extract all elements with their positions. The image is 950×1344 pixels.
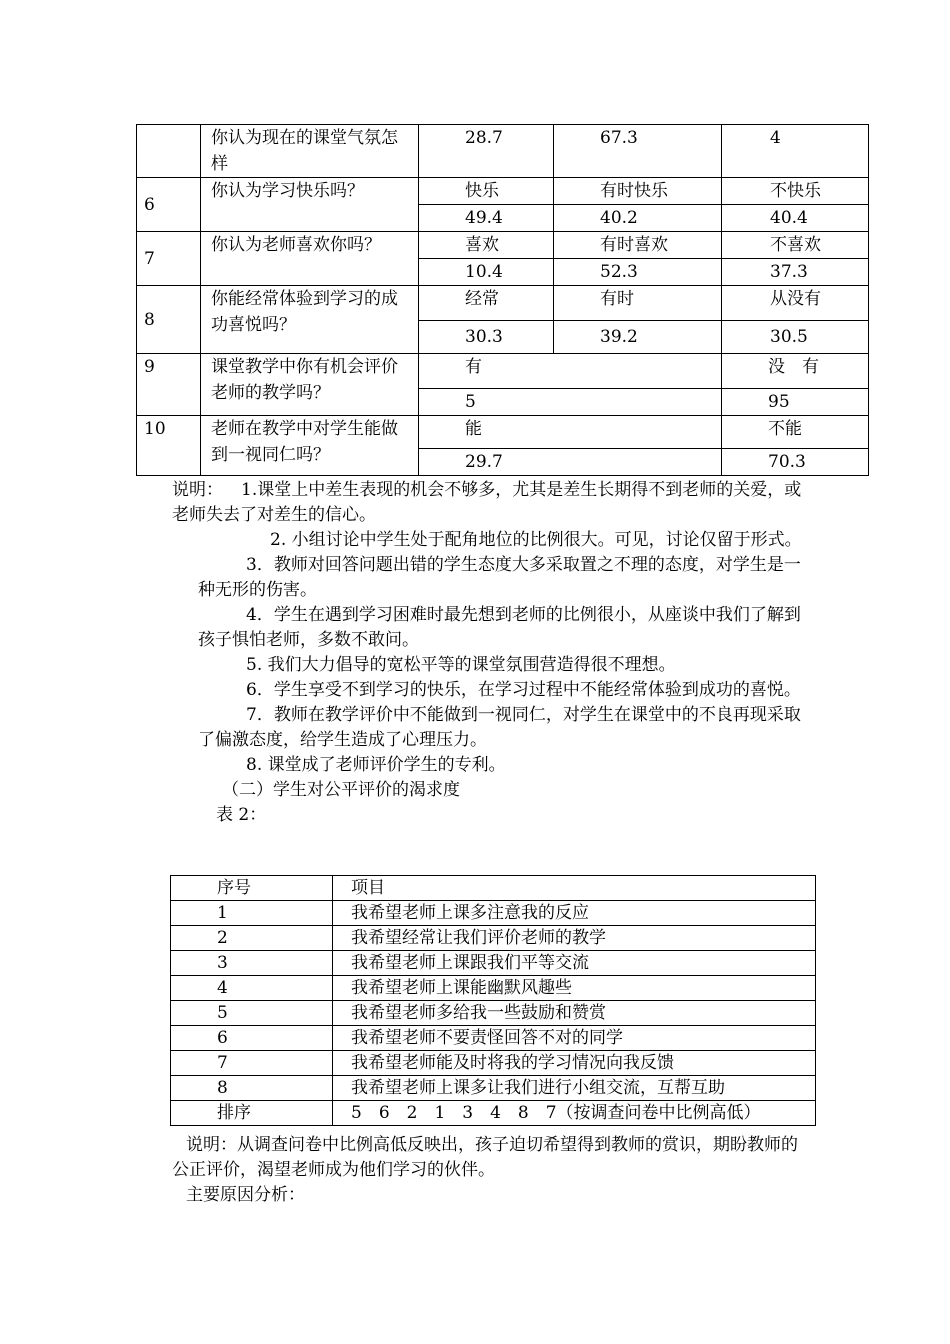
table-row [137,416,869,449]
value-cell: 70.3 [722,449,869,476]
table-caption: 表 2： [216,805,267,825]
table-row [171,1076,816,1101]
option-cell: 没 有 [722,354,869,389]
note-item: 2. 小组讨论中学生处于配角地位的比例很大。可见，讨论仅留于形式。 [270,530,802,550]
option-cell: 快乐 [419,178,554,205]
item-text: 我希望经常让我们评价老师的教学 [333,926,816,951]
row-number: 9 [137,354,201,416]
question-cell: 你认为老师喜欢你吗？ [201,232,419,286]
analysis-heading: 主要原因分析： [186,1185,305,1205]
option-cell: 有时喜欢 [554,232,722,259]
table-header-row [171,876,816,901]
item-text: 我希望老师上课跟我们平等交流 [333,951,816,976]
column-header: 项目 [333,876,816,901]
note-item: 6．学生享受不到学习的快乐，在学习过程中不能经常体验到成功的喜悦。 [246,680,801,700]
value-cell: 40.4 [722,205,869,232]
value-cell: 30.5 [722,321,869,354]
notes-section [172,478,812,828]
survey-table-1 [136,124,869,476]
value-cell: 5 [419,389,722,416]
value-cell: 30.3 [419,321,554,354]
item-text: 我希望老师上课多让我们进行小组交流，互帮互助 [333,1076,816,1101]
value-cell: 95 [722,389,869,416]
note-item: 7．教师在教学评价中不能做到一视同仁，对学生在课堂中的不良再现采取了偏激态度，给学生造成了心理压力。 [198,705,801,750]
row-number [137,125,201,178]
item-number: 4 [171,976,333,1001]
question-cell: 你能经常体验到学习的成功喜悦吗？ [201,286,419,354]
question-cell: 课堂教学中你有机会评价老师的教学吗？ [201,354,419,416]
table-row [171,901,816,926]
value-cell: 4 [722,125,869,178]
option-cell: 有 [419,354,722,389]
summary-text: 说明：从调查问卷中比例高低反映出，孩子迫切希望得到教师的赏识，期盼教师的公正评价，渴望老师成为他们学习的伙伴。 [172,1135,798,1180]
table-row [137,178,869,205]
row-number: 6 [137,178,201,232]
item-number: 6 [171,1026,333,1051]
option-cell: 不能 [722,416,869,449]
option-cell: 能 [419,416,722,449]
question-cell: 你认为现在的课堂气氛怎样 [201,125,419,178]
item-text: 我希望老师不要责怪回答不对的同学 [333,1026,816,1051]
item-number: 8 [171,1076,333,1101]
table-row [171,926,816,951]
value-cell: 29.7 [419,449,722,476]
table-row [171,1051,816,1076]
value-cell: 10.4 [419,259,554,286]
question-cell: 老师在教学中对学生能做到一视同仁吗？ [201,416,419,476]
item-number: 3 [171,951,333,976]
section-heading: （二）学生对公平评价的渴求度 [222,780,460,800]
table-footer-row [171,1101,816,1126]
option-cell: 喜欢 [419,232,554,259]
table-row [137,232,869,259]
row-number: 10 [137,416,201,476]
question-cell: 你认为学习快乐吗？ [201,178,419,232]
table-row [137,286,869,321]
value-cell: 39.2 [554,321,722,354]
value-cell: 52.3 [554,259,722,286]
value-cell: 49.4 [419,205,554,232]
row-number: 7 [137,232,201,286]
option-cell: 不喜欢 [722,232,869,259]
table-row [137,125,869,178]
column-header: 序号 [171,876,333,901]
value-cell: 67.3 [554,125,722,178]
note-item: 5. 我们大力倡导的宽松平等的课堂氛围营造得很不理想。 [246,655,676,675]
item-number: 1 [171,901,333,926]
item-number: 7 [171,1051,333,1076]
item-text: 我希望老师能及时将我的学习情况向我反馈 [333,1051,816,1076]
notes-label: 说明： [172,480,223,500]
summary-section [172,1133,812,1208]
table-row [171,951,816,976]
row-number: 8 [137,286,201,354]
table-row [171,976,816,1001]
value-cell: 37.3 [722,259,869,286]
note-item: 说明： 1.课堂上中差生表现的机会不够多，尤其是差生长期得不到老师的关爱，或老师失去了对差生的信心。 [172,480,802,525]
item-text: 我希望老师上课能幽默风趣些 [333,976,816,1001]
option-cell: 从没有 [722,286,869,321]
item-text: 我希望老师多给我一些鼓励和赞赏 [333,1001,816,1026]
note-item: 3．教师对回答问题出错的学生态度大多采取置之不理的态度，对学生是一种无形的伤害。 [198,555,801,600]
note-item: 8. 课堂成了老师评价学生的专利。 [246,755,506,775]
item-number: 2 [171,926,333,951]
note-item: 4．学生在遇到学习困难时最先想到老师的比例很小，从座谈中我们了解到孩子惧怕老师，多数不敢问。 [198,605,801,650]
option-cell: 不快乐 [722,178,869,205]
wish-table-2 [170,875,816,1126]
value-cell: 28.7 [419,125,554,178]
table-row [137,354,869,389]
item-number: 5 [171,1001,333,1026]
option-cell: 有时 [554,286,722,321]
table-row [171,1026,816,1051]
option-cell: 经常 [419,286,554,321]
option-cell: 有时快乐 [554,178,722,205]
ranking-label: 排序 [171,1101,333,1126]
table-row [171,1001,816,1026]
item-text: 我希望老师上课多注意我的反应 [333,901,816,926]
value-cell: 40.2 [554,205,722,232]
ranking-value: 5 6 2 1 3 4 8 7（按调查问卷中比例高低） [333,1101,816,1126]
